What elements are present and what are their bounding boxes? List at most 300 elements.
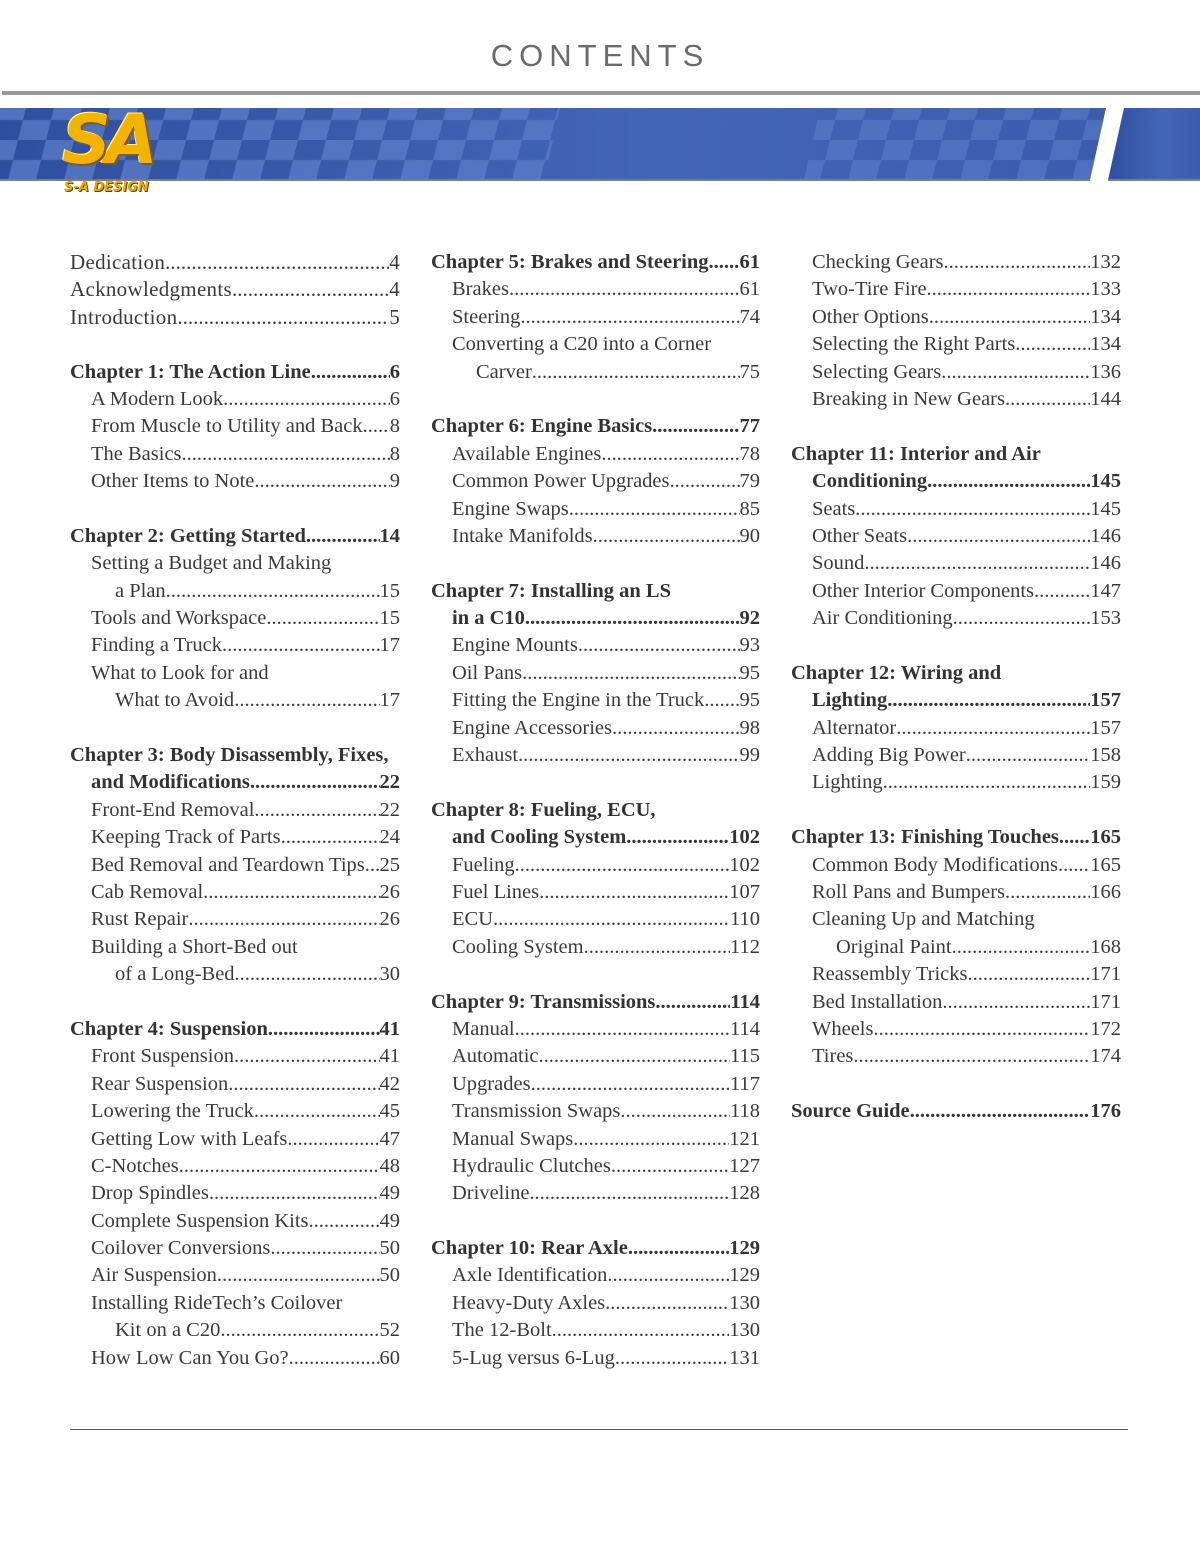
dot-leader: [166, 578, 380, 605]
toc-entry[interactable]: [791, 249, 1121, 276]
entry-title: Sound: [812, 552, 865, 575]
toc-entry[interactable]: [431, 1290, 760, 1317]
chapter-heading[interactable]: [791, 687, 1121, 714]
dot-leader: [1015, 331, 1090, 358]
dot-leader: [952, 934, 1091, 961]
dot-leader: [515, 852, 730, 879]
entry-title: Air Suspension: [91, 1264, 217, 1287]
toc-entry[interactable]: [431, 1098, 760, 1125]
toc-entry[interactable]: [791, 496, 1121, 523]
dot-leader: [217, 1262, 380, 1289]
toc-entry[interactable]: [70, 413, 400, 440]
toc-entry[interactable]: [70, 605, 400, 632]
dot-leader: [1034, 578, 1090, 605]
dot-leader: [1005, 879, 1090, 906]
dot-leader: [306, 523, 380, 550]
entry-title: Other Items to Note: [91, 470, 255, 493]
chapter-title: Chapter 10: Rear Axle: [431, 1237, 628, 1260]
toc-entry[interactable]: [431, 742, 760, 769]
toc-entry[interactable]: [431, 1153, 760, 1180]
toc-entry[interactable]: [70, 1262, 400, 1289]
dot-leader: [209, 1180, 380, 1207]
entry-page: 144: [1090, 387, 1121, 410]
entry-page: 50: [379, 1264, 400, 1287]
sa-design-logo: [62, 101, 172, 200]
dot-leader: [942, 989, 1090, 1016]
toc-column-1: [70, 249, 400, 1372]
entry-page: 146: [1090, 552, 1121, 575]
entry-title-cont: Original Paint: [836, 935, 952, 958]
toc-entry[interactable]: [70, 1317, 400, 1344]
entry-page: 128: [729, 1182, 760, 1205]
entry-page: 45: [379, 1100, 400, 1123]
entry-page: 52: [379, 1319, 400, 1342]
dot-leader: [670, 468, 740, 495]
entry-title: Manual Swaps: [452, 1127, 574, 1150]
entry-page: 129: [729, 1264, 760, 1287]
entry-page: 114: [730, 1017, 760, 1040]
chapter-heading[interactable]: [431, 605, 760, 632]
entry-page: 127: [729, 1154, 760, 1177]
dot-leader: [309, 1208, 380, 1235]
entry-title: Lowering the Truck: [91, 1100, 254, 1123]
dot-leader: [179, 1153, 380, 1180]
entry-title: Keeping Track of Parts: [91, 826, 281, 849]
dot-leader: [953, 605, 1091, 632]
entry-page: 171: [1090, 963, 1121, 986]
dot-leader: [289, 1345, 380, 1372]
toc-entry[interactable]: [70, 1098, 400, 1125]
entry-page: 159: [1090, 771, 1121, 794]
entry-title: Reassembly Tricks: [812, 963, 968, 986]
dot-leader: [873, 1016, 1090, 1043]
source-guide-entry[interactable]: [791, 1098, 1121, 1125]
toc-entry[interactable]: [70, 386, 400, 413]
dot-leader: [363, 413, 390, 440]
entry-page: 171: [1090, 990, 1121, 1013]
dot-leader: [515, 1016, 730, 1043]
dot-leader: [365, 852, 380, 879]
entry-title: Drop Spindles: [91, 1182, 209, 1205]
toc-entry[interactable]: [431, 1180, 760, 1207]
dot-leader: [573, 1126, 729, 1153]
toc-entry[interactable]: [70, 1180, 400, 1207]
toc-entry[interactable]: [431, 1126, 760, 1153]
chapter-title-cont: and Modifications: [91, 771, 250, 794]
entry-page: 130: [729, 1291, 760, 1314]
entry-title: Other Options: [812, 305, 929, 328]
entry-title: Cooling System: [452, 935, 584, 958]
title-rule: [2, 91, 1200, 95]
toc-entry[interactable]: [70, 1153, 400, 1180]
entry-title: Complete Suspension Kits: [91, 1209, 309, 1232]
entry-page: 174: [1090, 1045, 1121, 1068]
dot-leader: [607, 1262, 729, 1289]
dot-leader: [165, 249, 389, 276]
toc-entry[interactable]: [791, 961, 1121, 988]
toc-entry[interactable]: [431, 1262, 760, 1289]
toc-entry[interactable]: [70, 1345, 400, 1372]
entry-title: Adding Big Power: [812, 744, 966, 767]
toc-entry[interactable]: [431, 1043, 760, 1070]
entry-title-line[interactable]: Installing RideTech’s Coilover: [91, 1291, 343, 1314]
toc-entry[interactable]: [70, 441, 400, 468]
entry-title: Checking Gears: [812, 251, 944, 273]
toc-entry[interactable]: [70, 687, 400, 714]
dot-leader: [518, 742, 739, 769]
toc-entry[interactable]: [431, 523, 760, 550]
entry-title: Available Engines: [452, 442, 602, 465]
footer-rule: [70, 1429, 1128, 1430]
entry-title: ECU: [452, 908, 493, 931]
entry-page: 90: [739, 524, 760, 547]
entry-page: 146: [1090, 524, 1121, 547]
chapter-page: 102: [729, 826, 760, 849]
entry-title: Axle Identification: [452, 1264, 608, 1287]
entry-title: Dedication: [70, 250, 166, 274]
toc-entry[interactable]: [431, 660, 760, 687]
entry-page: 157: [1090, 716, 1121, 739]
toc-entry[interactable]: [791, 605, 1121, 632]
chapter-title-line[interactable]: Chapter 12: Wiring and: [791, 661, 1002, 684]
toc-entry[interactable]: [70, 1043, 400, 1070]
entry-page: 74: [739, 305, 760, 328]
dot-leader: [223, 386, 390, 413]
entry-page: 5: [389, 304, 400, 329]
toc-entry[interactable]: [791, 1016, 1121, 1043]
dot-leader: [620, 1098, 730, 1125]
chapter-title-cont: in a C10: [452, 607, 525, 630]
entry-page: 130: [729, 1319, 760, 1342]
toc-entry[interactable]: [791, 879, 1121, 906]
dot-leader: [896, 715, 1090, 742]
toc-entry[interactable]: [791, 578, 1121, 605]
entry-page: 98: [739, 716, 760, 739]
entry-page: 41: [379, 1045, 400, 1068]
dot-leader: [966, 742, 1091, 769]
dot-leader: [853, 1043, 1090, 1070]
dot-leader: [941, 359, 1090, 386]
entry-title: Cab Removal: [91, 880, 204, 903]
toc-entry[interactable]: [431, 632, 760, 659]
toc-entry[interactable]: [791, 276, 1121, 303]
entry-title: Rear Suspension: [91, 1072, 229, 1095]
toc-entry[interactable]: [431, 1071, 760, 1098]
entry-page: 8: [389, 442, 400, 465]
dot-leader: [569, 496, 740, 523]
logo-mark: SA: [62, 101, 152, 180]
entry-title: Engine Accessories: [452, 716, 612, 739]
entry-title: Other Seats: [812, 524, 908, 547]
chapter-heading[interactable]: [431, 249, 760, 276]
entry-title: Tires: [812, 1045, 854, 1068]
entry-title: How Low Can You Go?: [91, 1346, 289, 1369]
entry-page: 17: [379, 689, 400, 712]
dot-leader: [628, 1235, 729, 1262]
entry-title: Hydraulic Clutches: [452, 1154, 611, 1177]
chapter-heading[interactable]: [431, 1235, 760, 1262]
toc-entry[interactable]: [431, 276, 760, 303]
entry-page: 121: [729, 1127, 760, 1150]
entry-title: Common Body Modifications: [812, 853, 1058, 876]
toc-entry[interactable]: [791, 386, 1121, 413]
chapter-title-line[interactable]: Chapter 11: Interior and Air: [791, 442, 1041, 465]
entry-title-cont: What to Avoid: [115, 689, 235, 712]
dot-leader: [605, 1290, 729, 1317]
entry-title: 5-Lug versus 6-Lug: [452, 1346, 615, 1369]
dot-leader: [615, 1345, 729, 1372]
dot-leader: [287, 1126, 379, 1153]
toc-entry[interactable]: [70, 1126, 400, 1153]
entry-title: Fuel Lines: [452, 880, 540, 903]
toc-entry[interactable]: [791, 523, 1121, 550]
dot-leader: [525, 605, 740, 632]
toc-entry[interactable]: [70, 797, 400, 824]
chapter-heading[interactable]: [70, 523, 400, 550]
dot-leader: [612, 715, 740, 742]
toc-entry[interactable]: [431, 906, 760, 933]
toc-entry[interactable]: [70, 961, 400, 988]
entry-title: Brakes: [452, 278, 509, 301]
chapter-title-line[interactable]: Chapter 7: Installing an LS: [431, 579, 671, 602]
toc-entry[interactable]: [431, 852, 760, 879]
entry-page: 93: [739, 634, 760, 657]
toc-entry[interactable]: [431, 304, 760, 331]
toc-entry[interactable]: [70, 304, 400, 331]
entry-title: Upgrades: [452, 1072, 531, 1095]
toc-entry[interactable]: [431, 359, 760, 386]
dot-leader: [1059, 824, 1090, 851]
entry-page: 50: [379, 1237, 400, 1260]
toc-entry[interactable]: [791, 359, 1121, 386]
entry-title: Getting Low with Leafs: [91, 1127, 288, 1150]
dot-leader: [182, 441, 390, 468]
chapter-heading[interactable]: [431, 413, 760, 440]
dot-leader: [584, 934, 730, 961]
entry-title: Roll Pans and Bumpers: [812, 880, 1006, 903]
chapter-page: 145: [1090, 470, 1121, 493]
entry-page: 110: [730, 908, 760, 931]
entry-page: 47: [379, 1127, 400, 1150]
chapter-heading[interactable]: [791, 468, 1121, 495]
entry-page: 134: [1090, 305, 1121, 328]
chapter-heading[interactable]: [431, 824, 760, 851]
chapter-page: 41: [379, 1017, 400, 1040]
logo-subtitle: S-A DESIGN: [64, 180, 149, 195]
entry-page: 4: [389, 277, 400, 302]
chapter-page: 129: [729, 1237, 760, 1260]
chapter-heading[interactable]: [431, 989, 760, 1016]
chapter-page: 114: [730, 990, 760, 1013]
entry-title: Acknowledgments: [70, 277, 232, 302]
chapter-title-line[interactable]: Chapter 8: Fueling, ECU,: [431, 798, 656, 821]
chapter-page: 176: [1090, 1100, 1121, 1123]
entry-title: Bed Installation: [812, 990, 943, 1013]
chapter-title: Chapter 5: Brakes and Steering: [431, 251, 709, 273]
dot-leader: [539, 1043, 730, 1070]
entry-title: Manual: [452, 1017, 515, 1040]
chapter-title: Chapter 4: Suspension: [70, 1017, 268, 1040]
entry-page: 95: [739, 661, 760, 684]
entry-title: Two-Tire Fire: [812, 278, 927, 301]
entry-title-line[interactable]: Building a Short-Bed out: [91, 935, 298, 958]
entry-title: Coilover Conversions: [91, 1237, 271, 1260]
chapter-title-cont: Lighting: [812, 689, 888, 712]
toc-entry[interactable]: [70, 578, 400, 605]
entry-title: Exhaust: [452, 744, 519, 767]
toc-entry[interactable]: [431, 879, 760, 906]
toc-entry[interactable]: [791, 715, 1121, 742]
entry-title: Front-End Removal: [91, 798, 255, 821]
toc-entry[interactable]: [431, 934, 760, 961]
toc-entry[interactable]: [70, 879, 400, 906]
checkered-banner-graphic: [0, 100, 1200, 200]
entry-page: 30: [379, 963, 400, 986]
entry-title-line[interactable]: Setting a Budget and Making: [91, 552, 332, 575]
entry-page: 78: [739, 442, 760, 465]
toc-entry[interactable]: [791, 742, 1121, 769]
dot-leader: [1005, 386, 1090, 413]
entry-title: Automatic: [452, 1045, 539, 1068]
chapter-heading[interactable]: [791, 824, 1121, 851]
toc-entry[interactable]: [431, 468, 760, 495]
dot-leader: [177, 304, 389, 331]
dot-leader: [520, 304, 739, 331]
toc-entry[interactable]: [791, 989, 1121, 1016]
dot-leader: [529, 1180, 729, 1207]
dot-leader: [493, 906, 730, 933]
entry-title: Alternator: [812, 716, 897, 739]
chapter-heading[interactable]: [70, 769, 400, 796]
dot-leader: [254, 468, 389, 495]
chapter-title-line[interactable]: Chapter 3: Body Disassembly, Fixes,: [70, 744, 389, 767]
dot-leader: [601, 441, 739, 468]
toc-entry[interactable]: [431, 441, 760, 468]
entry-title: Front Suspension: [91, 1045, 234, 1068]
chapter-title-cont: Conditioning: [812, 470, 928, 493]
entry-title: Wheels: [812, 1017, 874, 1040]
entry-page: 8: [389, 415, 400, 438]
entry-title: Air Conditioning: [812, 607, 953, 630]
toc-entry[interactable]: [431, 715, 760, 742]
entry-page: 25: [379, 853, 400, 876]
toc-entry[interactable]: [791, 769, 1121, 796]
dot-leader: [611, 1153, 729, 1180]
dot-leader: [234, 687, 379, 714]
toc-entry[interactable]: [70, 1235, 400, 1262]
toc-entry[interactable]: [70, 276, 400, 303]
toc-entry[interactable]: [431, 1317, 760, 1344]
dot-leader: [234, 1043, 380, 1070]
dot-leader: [709, 249, 740, 276]
entry-page: 134: [1090, 333, 1121, 356]
chapter-page: 61: [739, 251, 760, 273]
toc-entry[interactable]: [70, 249, 400, 276]
dot-leader: [509, 276, 740, 303]
toc-entry[interactable]: [431, 1345, 760, 1372]
entry-page: 158: [1090, 744, 1121, 767]
chapter-title: Source Guide: [791, 1100, 910, 1123]
entry-title-line[interactable]: Converting a C20 into a Corner: [452, 333, 712, 356]
entry-title: Common Power Upgrades: [452, 470, 670, 493]
chapter-heading[interactable]: [70, 359, 400, 386]
dot-leader: [539, 879, 729, 906]
entry-page: 147: [1090, 579, 1121, 602]
chapter-heading[interactable]: [70, 1016, 400, 1043]
toc-column-3: [791, 249, 1121, 1126]
entry-page: 117: [730, 1072, 760, 1095]
dot-leader: [254, 1098, 380, 1125]
dot-leader: [927, 276, 1091, 303]
toc-entry[interactable]: [791, 852, 1121, 879]
toc-entry[interactable]: [431, 687, 760, 714]
dot-leader: [855, 496, 1090, 523]
chapter-page: 22: [379, 771, 400, 794]
entry-page: 102: [729, 853, 760, 876]
dot-leader: [250, 769, 380, 796]
toc-entry[interactable]: [70, 824, 400, 851]
toc-entry[interactable]: [70, 852, 400, 879]
dot-leader: [652, 413, 739, 440]
entry-title: Introduction: [70, 304, 178, 329]
entry-title-line[interactable]: Cleaning Up and Matching: [812, 908, 1035, 931]
entry-page: 49: [379, 1182, 400, 1205]
toc-entry[interactable]: [70, 1208, 400, 1235]
toc-entry[interactable]: [791, 934, 1121, 961]
toc-entry[interactable]: [431, 496, 760, 523]
entry-page: 118: [730, 1100, 760, 1123]
toc-entry[interactable]: [791, 331, 1121, 358]
toc-entry[interactable]: [70, 468, 400, 495]
toc-entry[interactable]: [791, 304, 1121, 331]
toc-entry[interactable]: [70, 1071, 400, 1098]
entry-title: Rust Repair: [91, 908, 189, 931]
entry-page: 9: [389, 470, 400, 493]
entry-title-line[interactable]: What to Look for and: [91, 661, 269, 684]
toc-entry[interactable]: [431, 1016, 760, 1043]
entry-title: Lighting: [812, 771, 883, 794]
entry-page: 168: [1090, 935, 1121, 958]
entry-page: 22: [379, 798, 400, 821]
entry-page: 172: [1090, 1017, 1121, 1040]
entry-page: 75: [739, 360, 760, 383]
entry-page: 24: [379, 826, 400, 849]
entry-title-cont: a Plan: [115, 579, 166, 602]
entry-title: Selecting Gears: [812, 360, 942, 383]
entry-page: 6: [389, 387, 400, 410]
entry-page: 15: [379, 607, 400, 630]
entry-page: 133: [1090, 278, 1121, 301]
toc-entry[interactable]: [791, 1043, 1121, 1070]
entry-title: Breaking in New Gears: [812, 387, 1005, 410]
toc-entry[interactable]: [791, 550, 1121, 577]
entry-title: Intake Manifolds: [452, 524, 593, 547]
entry-title: Oil Pans: [452, 661, 523, 684]
entry-title: Fueling: [452, 853, 515, 876]
page-title: CONTENTS: [490, 38, 710, 73]
toc-entry[interactable]: [70, 632, 400, 659]
dot-leader: [907, 523, 1090, 550]
chapter-page: 77: [739, 415, 760, 438]
toc-entry[interactable]: [70, 906, 400, 933]
entry-title: A Modern Look: [91, 387, 224, 410]
entry-title: Engine Mounts: [452, 634, 578, 657]
entry-title: Steering: [452, 305, 521, 328]
dot-leader: [967, 961, 1090, 988]
dot-leader: [883, 769, 1091, 796]
chapter-page: 92: [739, 607, 760, 630]
entry-page: 136: [1090, 360, 1121, 383]
